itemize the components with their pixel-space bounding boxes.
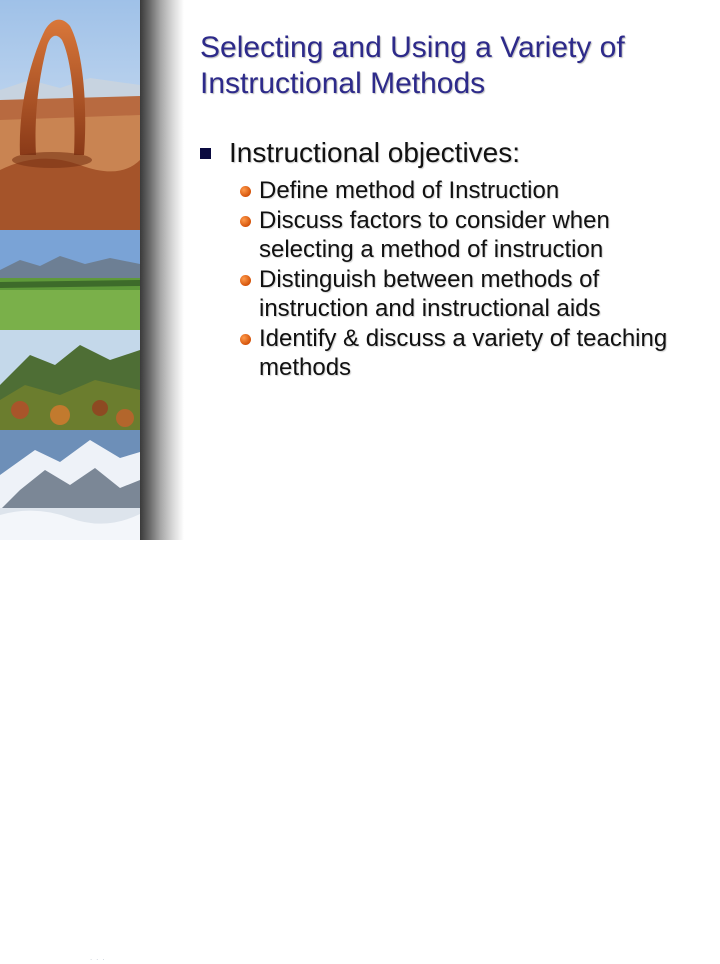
round-bullet-icon: [240, 216, 251, 227]
sub-bullet-text: Discuss factors to consider when selecting a method of instruction: [259, 206, 610, 263]
sub-bullet-item: [240, 176, 700, 206]
valley-photo: [0, 230, 140, 330]
sub-bullet-text: Define method of Instruction: [259, 177, 560, 204]
sub-bullet-item: [240, 324, 700, 383]
sub-bullet-list: [240, 176, 700, 383]
snow-mountain-photo: [0, 430, 140, 964]
main-bullet-text: Instructional objectives:: [229, 137, 521, 168]
strip-divider: [140, 0, 184, 540]
round-bullet-icon: [240, 186, 251, 197]
forest-photo: [0, 330, 140, 430]
square-bullet-icon: [200, 148, 211, 159]
photo-strip: [0, 0, 140, 964]
sub-bullet-item: [240, 265, 700, 324]
photo-caption: ⋅ ⋅ ⋅: [90, 957, 106, 964]
sub-bullet-text: Distinguish between methods of instruction and instructional aids: [259, 265, 601, 322]
slide-title: Selecting and Using a Variety of Instructional Methods: [200, 31, 625, 100]
round-bullet-icon: [240, 275, 251, 286]
sub-bullet-text: Identify & discuss a variety of teaching methods: [259, 324, 668, 381]
sub-bullet-item: [240, 206, 700, 265]
arch-photo: [0, 0, 140, 230]
round-bullet-icon: [240, 334, 251, 345]
